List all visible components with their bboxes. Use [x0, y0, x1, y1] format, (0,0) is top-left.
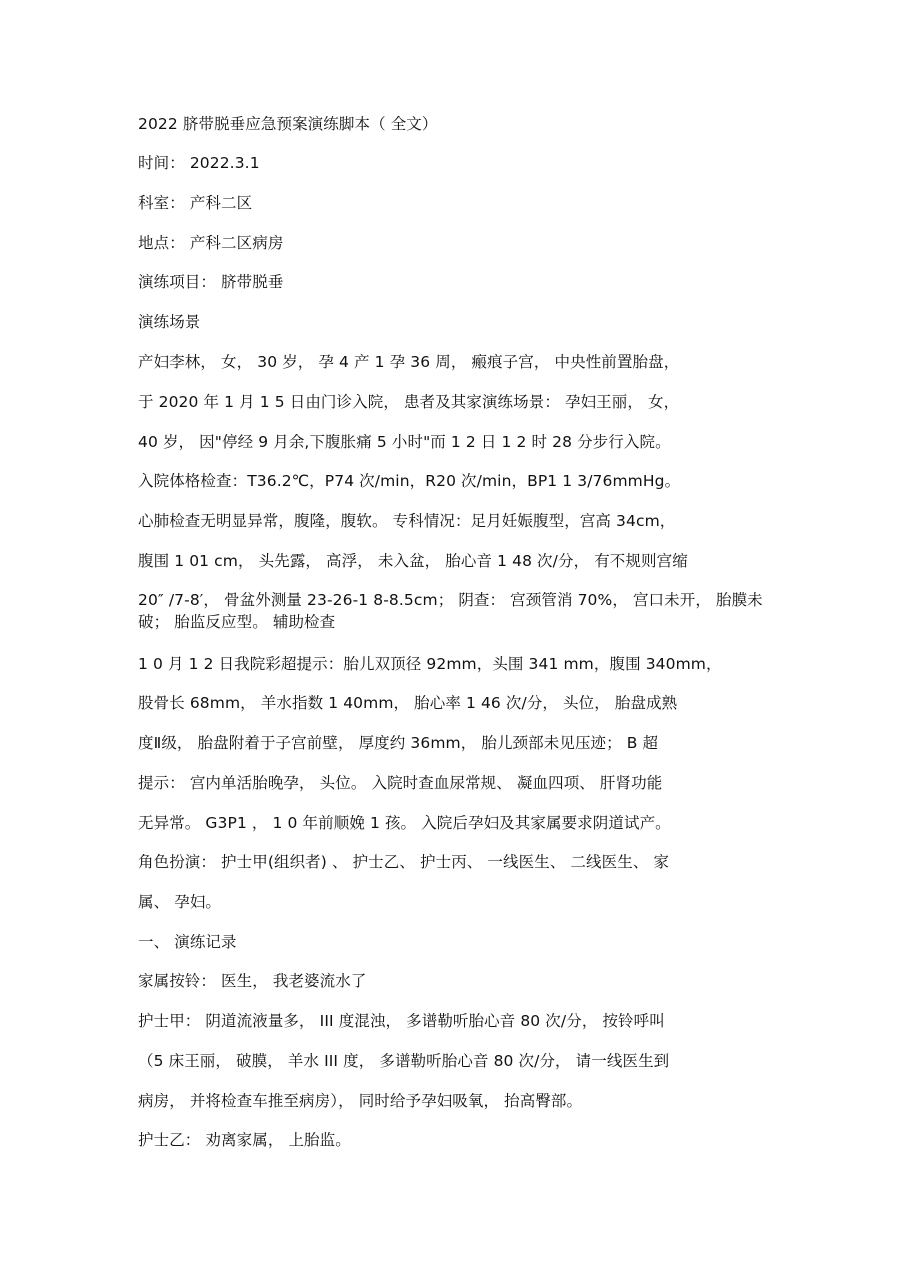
paragraph-line: 角色扮演： 护士甲(组织者) 、 护士乙、 护士丙、 一线医生、 二线医生、 家 [138, 853, 670, 871]
paragraph-line: 提示： 宫内单活胎晚孕， 头位。 入院时查血尿常规、 凝血四项、 肝肾功能 [138, 774, 663, 792]
paragraph-line: 股骨长 68mm， 羊水指数 1 40mm， 胎心率 1 46 次/分， 头位， 胎盘成熟 [138, 694, 678, 712]
paragraph-line: 无异常。 G3P1 ， 1 0 年前顺娩 1 孩。 入院后孕妇及其家属要求阴道试产。 [138, 814, 671, 832]
paragraph-line: 1 0 月 1 2 日我院彩超提示：胎儿双顶径 92mm，头围 341 mm，腹围 340mm， [138, 655, 722, 673]
paragraph-line: 属、 孕妇。 [138, 893, 222, 911]
paragraph-line: 入院体格检查：T36.2℃，P74 次/min，R20 次/min，BP1 1 3/76mmHg。 [138, 472, 681, 490]
paragraph-line: 心肺检查无明显异常，腹隆，腹软。 专科情况：足月妊娠腹型，宫高 34cm， [138, 512, 676, 530]
department-line: 科室： 产科二区 [138, 194, 253, 212]
drill-item-line: 演练项目： 脐带脱垂 [138, 273, 284, 291]
paragraph-line: 腹围 1 01 cm， 头先露， 高浮， 未入盆， 胎心音 1 48 次/分， 有不规则宫缩 [138, 552, 688, 570]
paragraph-line: 度Ⅱ级， 胎盘附着于子宫前壁， 厚度约 36mm， 胎儿颈部未见压迹； B 超 [138, 734, 659, 752]
paragraph-line: 病房， 并将检查车推至病房）， 同时给予孕妇吸氧， 抬高臀部。 [138, 1092, 583, 1110]
paragraph-line: 护士乙： 劝离家属， 上胎监。 [138, 1131, 351, 1149]
location-line: 地点： 产科二区病房 [138, 234, 284, 252]
paragraph-line: 40 岁， 因"停经 9 月余,下腹胀痛 5 小时"而 1 2 日 1 2 时 28 分步行入院。 [138, 433, 671, 451]
section-heading-scenario: 演练场景 [138, 313, 201, 331]
paragraph-line: 20″ /7-8′， 骨盆外测量 23-26-1 8-8.5cm； 阴查： 宫颈管消 70%， 宫口未开， 胎膜未破； 胎监反应型。 辅助检查 [138, 591, 763, 631]
document-title: 2022 脐带脱垂应急预案演练脚本（ 全文） [138, 115, 438, 133]
section-heading-record: 一、 演练记录 [138, 933, 237, 951]
time-line: 时间： 2022.3.1 [138, 154, 260, 172]
paragraph-line: 家属按铃： 医生， 我老婆流水了 [138, 972, 367, 990]
paragraph-line: 产妇李林， 女， 30 岁， 孕 4 产 1 孕 36 周， 瘢痕子宫， 中央性前置胎盘， [138, 353, 680, 371]
paragraph-line: 于 2020 年 1 月 1 5 日由门诊入院， 患者及其家演练场景： 孕妇王丽， 女， [138, 393, 680, 411]
paragraph-line: （5 床王丽， 破膜， 羊水 III 度， 多谱勒听胎心音 80 次/分， 请一线医生到 [138, 1052, 670, 1070]
paragraph-line: 护士甲： 阴道流液量多， III 度混浊， 多谱勒听胎心音 80 次/分， 按铃呼叫 [138, 1012, 665, 1030]
